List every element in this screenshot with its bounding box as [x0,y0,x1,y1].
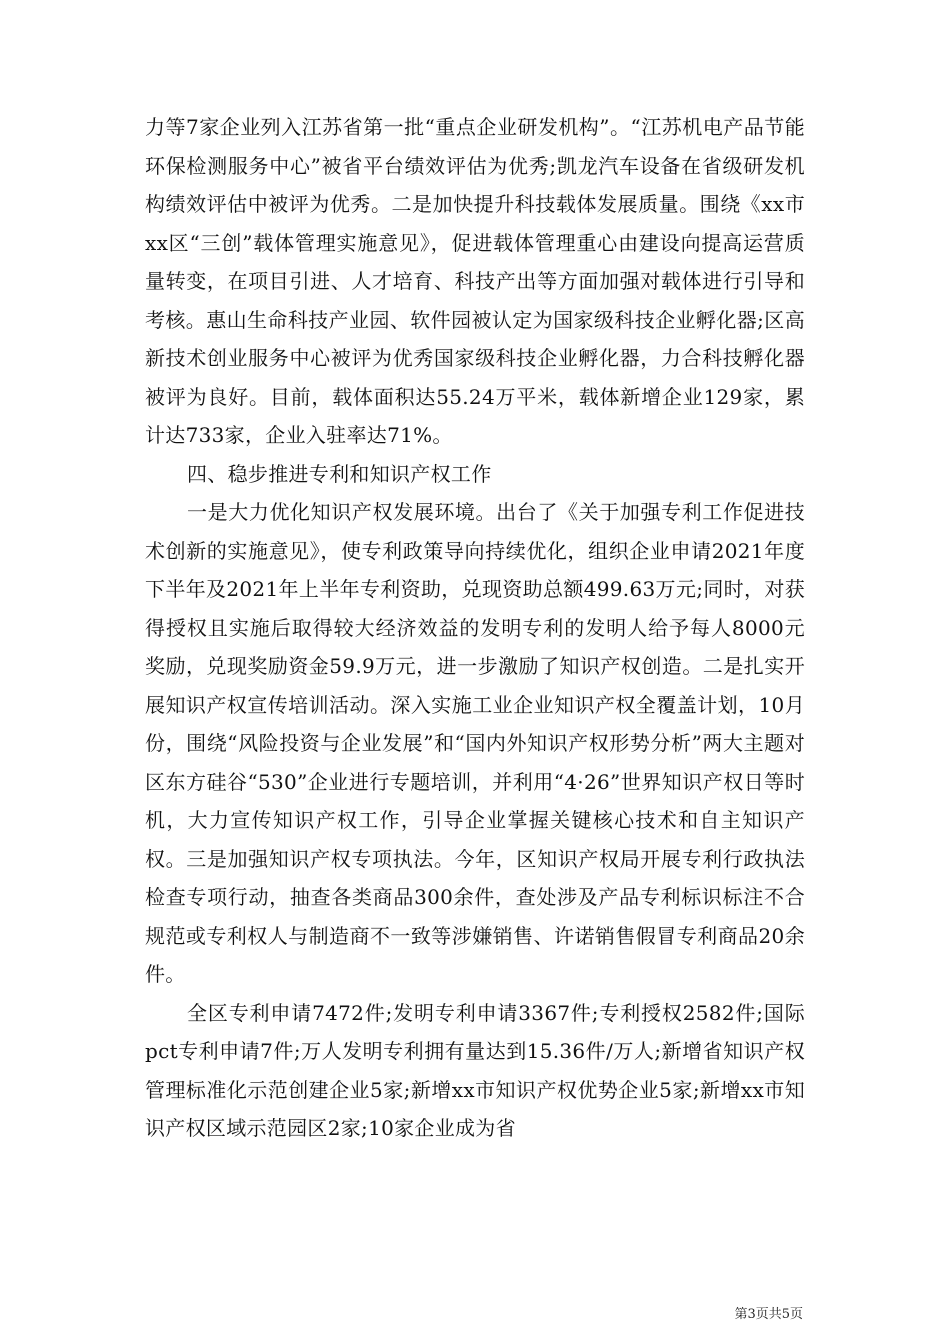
section-heading: 四、稳步推进专利和知识产权工作 [187,461,492,486]
paragraph-continuation: 力等7家企业列入江苏省第一批“重点企业研发机构”。“江苏机电产品节能环保检测服务中心”被省平台绩效评估为优秀;凯龙汽车设备在省级研发机构绩效评估中被评为优秀。二是加快提升科技载体发展质量。围绕《xx市xx区“三创”载体管理实施意见》，促进载体管理重心由建设向提高运营质量转变，在项目引进、人才培育、科技产出等方面加强对载体进行引导和考核。惠山生命科技产业园、软件园被认定为国家级科技企业孵化器;区高新技术创业服务中心被评为优秀国家级科技企业孵化器，力合科技孵化器被评为良好。目前，载体面积达55.24万平米，载体新增企业129家，累计达733家，企业入驻率达71%。 [145,115,805,447]
paragraph-patent-stats: 全区专利申请7472件;发明专利申请3367件;专利授权2582件;国际pct专利申请7件;万人发明专利拥有量达到15.36件/万人;新增省知识产权管理标准化示范创建企业5家;新增xx市知识产权优势企业5家;新增xx市知识产权区域示范园区2家;10家企业成为省 [145,1000,805,1140]
document-body [145,108,805,1148]
page-number: 第3页共5页 [734,1307,803,1322]
paragraph-patent-work: 一是大力优化知识产权发展环境。出台了《关于加强专利工作促进技术创新的实施意见》，使专利政策导向持续优化，组织企业申请2021年度下半年及2021年上半年专利资助，兑现资助总额499.63万元;同时，对获得授权且实施后取得较大经济效益的发明专利的发明人给予每人8000元奖励，兑现奖励资金59.9万元，进一步激励了知识产权创造。二是扎实开展知识产权宣传培训活动。深入实施工业企业知识产权全覆盖计划，10月份，围绕“风险投资与企业发展”和“国内外知识产权形势分析”两大主题对区东方硅谷“530”企业进行专题培训，并利用“4·26”世界知识产权日等时机，大力宣传知识产权工作，引导企业掌握关键核心技术和自主知识产权。三是加强知识产权专项执法。今年，区知识产权局开展专利行政执法检查专项行动，抽查各类商品300余件，查处涉及产品专利标识标注不合规范或专利权人与制造商不一致等涉嫌销售、许诺销售假冒专利商品20余件。 [145,500,805,986]
